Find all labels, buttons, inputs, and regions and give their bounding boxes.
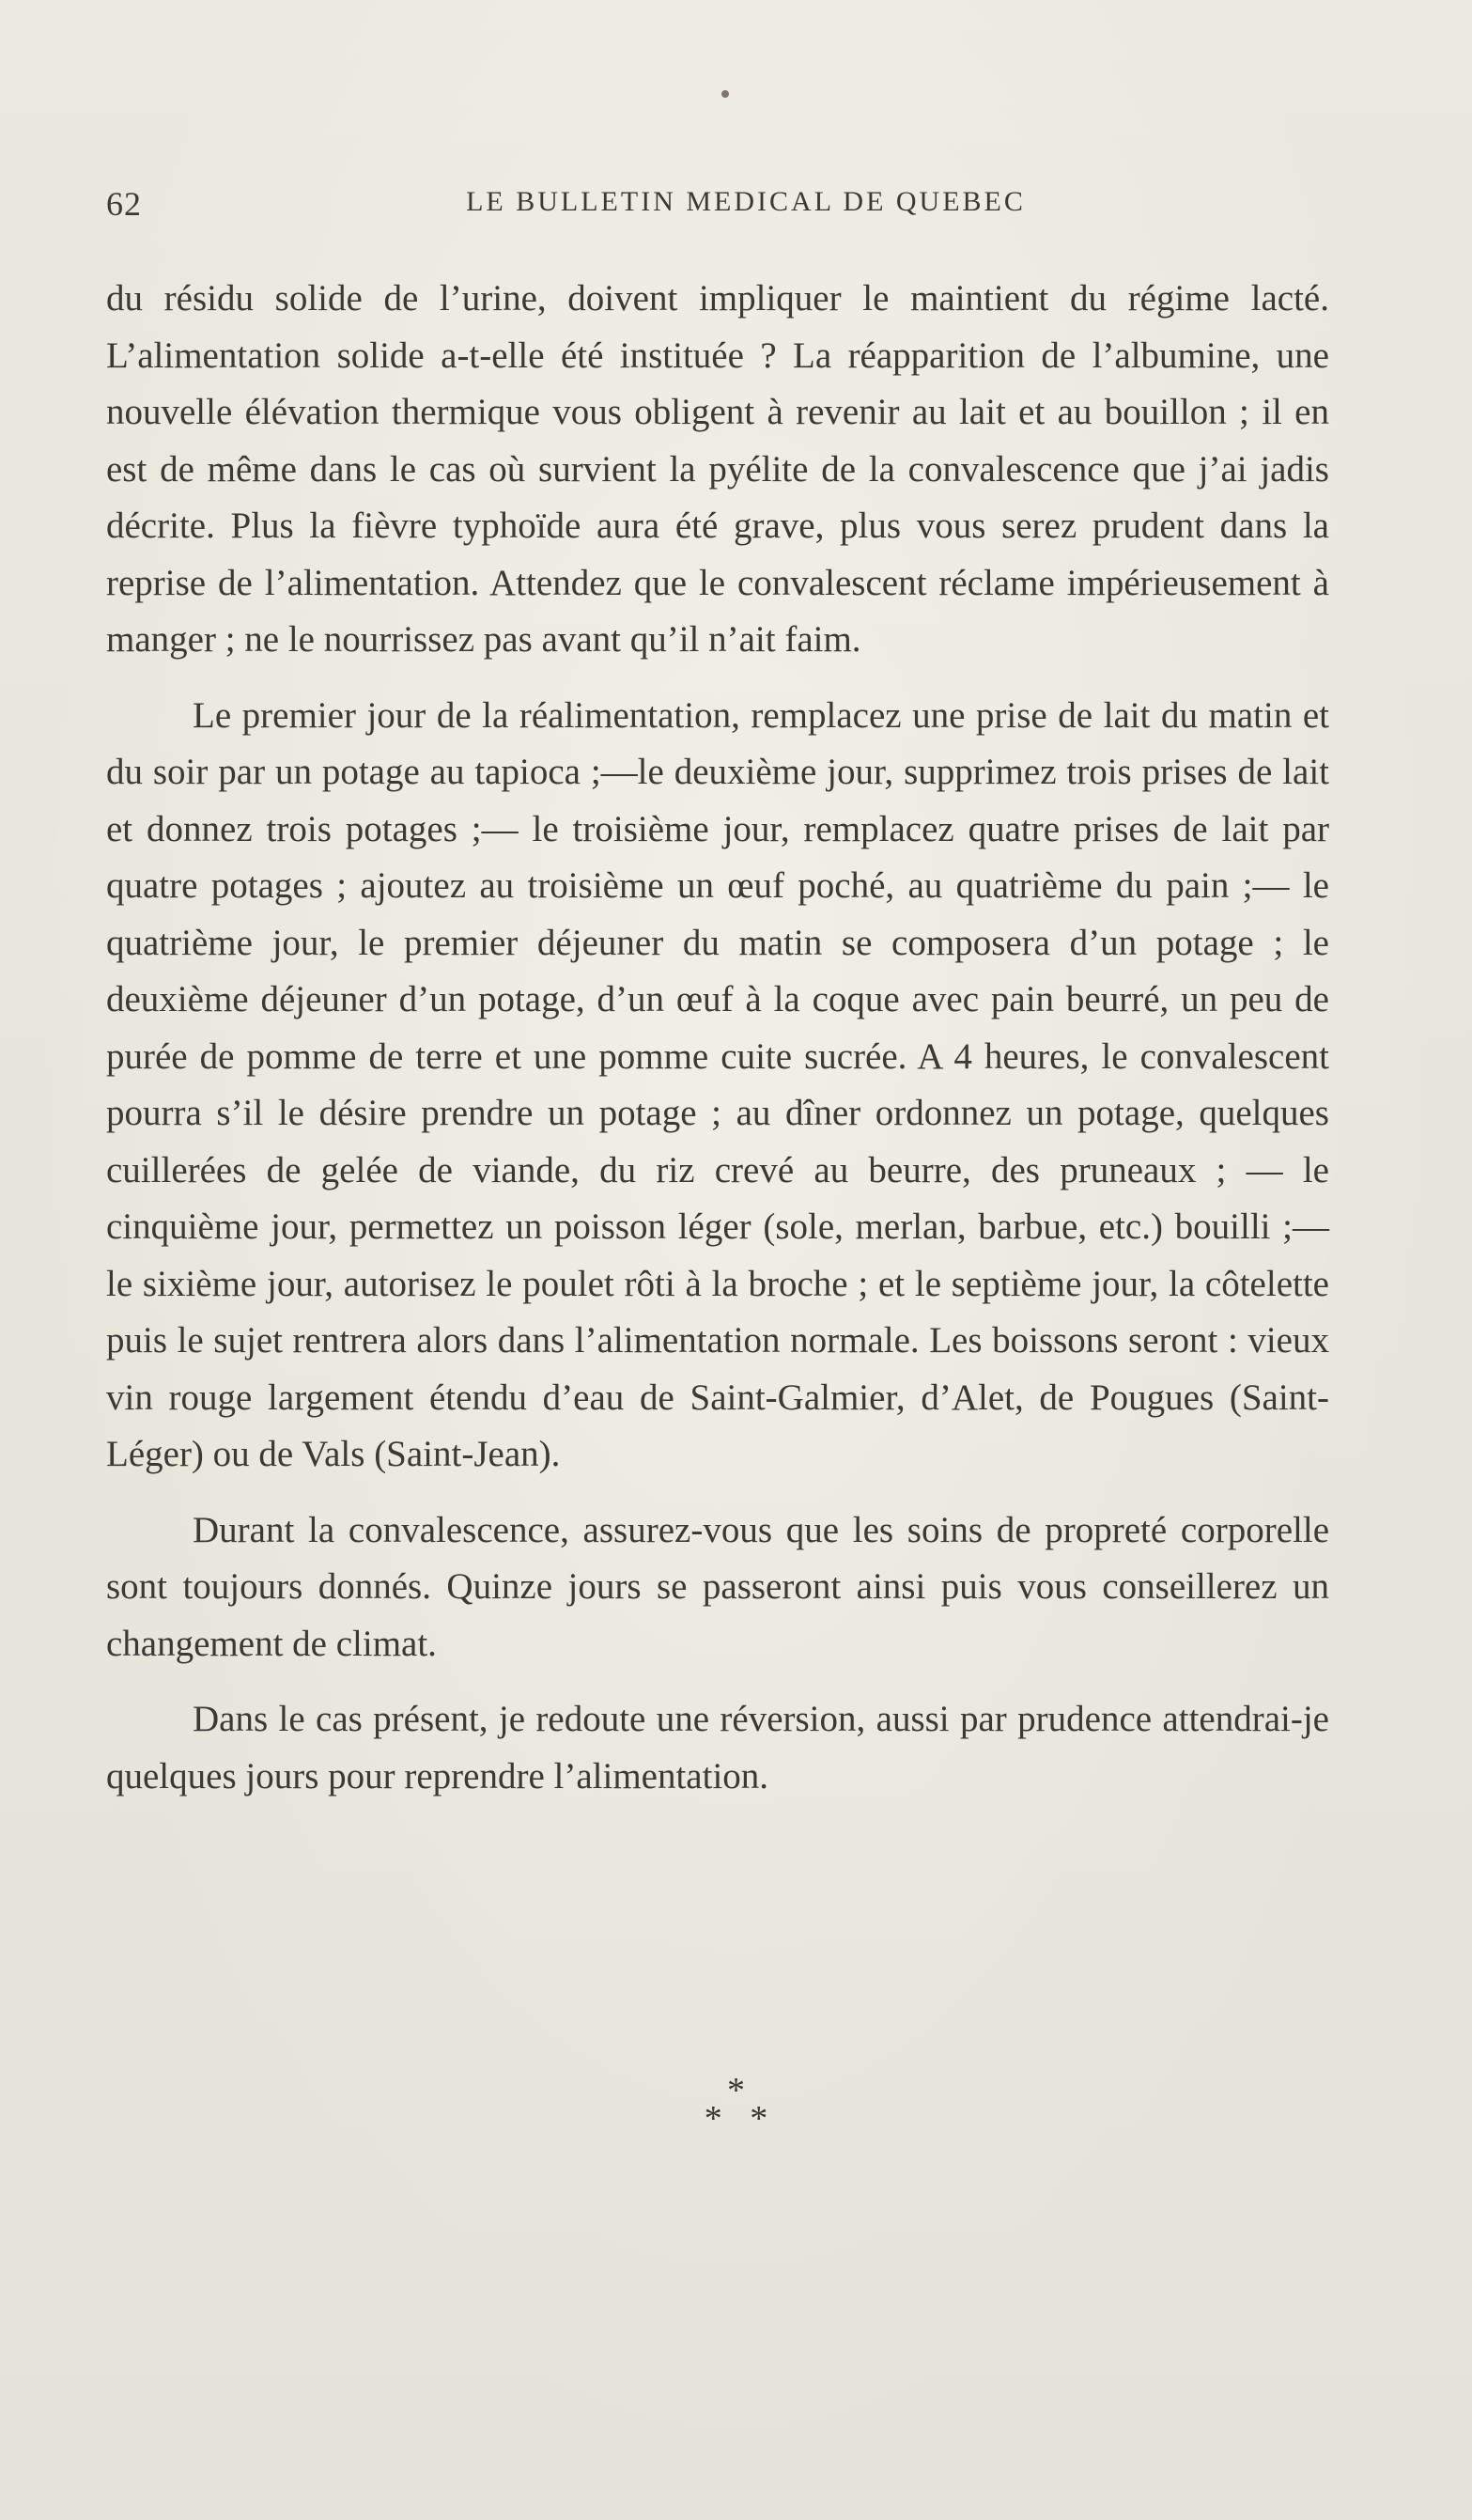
asterism-bottom: * *: [704, 2099, 778, 2139]
page-header: [106, 184, 1329, 231]
paragraph-realimentation: Le premier jour de la réalimentation, remplacez une prise de lait du matin et du soir par un potage au tapioca ;—le deuxième jour, supprimez trois prises de lait et donnez trois potages ;— le troisième jour, remplacez quatre prises de lait par quatre potages ; ajoutez au troisième un œuf poché, au quatrième du pain ;— le quatrième jour, le premier déjeuner du matin se composera d’un potage ; le deuxième déjeuner d’un potage, d’un œuf à la coque avec pain beurré, un peu de purée de pomme de terre et une pomme cuite sucrée. A 4 heures, le convalescent pourra s’il le désire prendre un potage ; au dîner ordonnez un potage, quelques cuillerées de gelée de viande, du riz crevé au beurre, des pruneaux ; — le cinquième jour, permettez un poisson léger (sole, merlan, barbue, etc.) bouilli ;— le sixième jour, autorisez le poulet rôti à la broche ; et le septième jour, la côtelette puis le sujet rentrera alors dans l’alimentation normale. Les boissons seront : vieux vin rouge largement étendu d’eau de Saint-Galmier, d’Alet, de Pougues (Saint-Léger) ou de Vals (Saint-Jean).: [106, 694, 1329, 1474]
paragraph-continued: du résidu solide de l’urine, doivent impliquer le maintient du régime lacté. L’alimentation solide a-t-elle été instituée ? La réapparition de l’albumine, une nouvelle élévation thermique vous obligent à revenir au lait et au bouillon ; il en est de même dans le cas où survient la pyélite de la convalescence que j’ai jadis décrite. Plus la fièvre typhoïde aura été grave, plus vous serez prudent dans la reprise de l’alimentation. Attendez que le convalescent réclame impérieusement à manger ; ne le nourrissez pas avant qu’il n’ait faim.: [106, 278, 1329, 660]
running-title: LE BULLETIN MEDICAL DE QUEBEC: [466, 186, 1026, 217]
paragraph-convalescence: Durant la convalescence, assurez-vous que les soins de propreté corporelle sont toujours donnés. Quinze jours se passeront ainsi puis vous conseillerez un changement de climat.: [106, 1509, 1329, 1664]
body-text: [106, 271, 1329, 1824]
asterism-ornament: [0, 2071, 1472, 2139]
page-number: 62: [106, 185, 142, 223]
asterism-top: *: [727, 2071, 745, 2110]
paragraph-present-case: Dans le cas présent, je redoute une réversion, aussi par prudence attendrai-je quelques jours pour reprendre l’alimentation.: [106, 1699, 1329, 1797]
ink-speck: [721, 90, 729, 98]
